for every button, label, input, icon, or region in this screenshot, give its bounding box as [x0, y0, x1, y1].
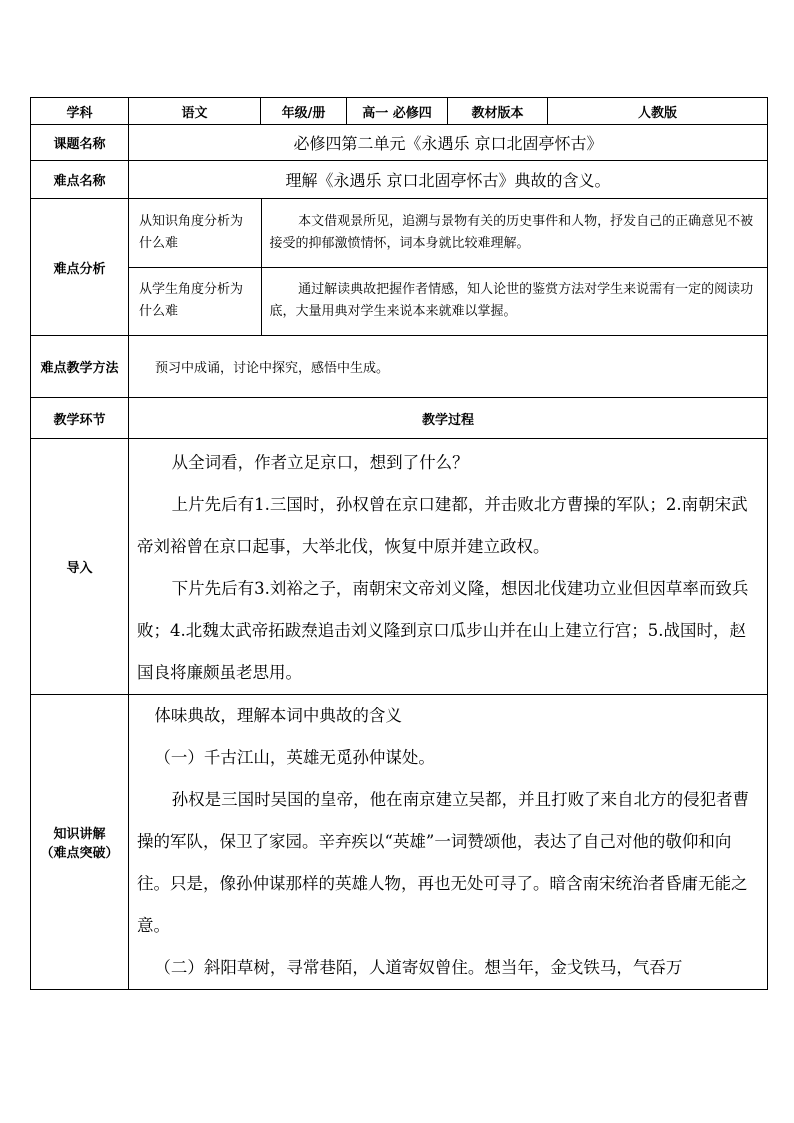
intro-label: 导入: [31, 439, 129, 695]
intro-row: [31, 439, 768, 695]
process-title: 教学过程: [129, 398, 768, 439]
intro-question: 从全词看，作者立足京口，想到了什么？: [171, 453, 469, 472]
grade-value: 高一 必修四: [347, 98, 448, 125]
difficulty-row: [31, 161, 768, 199]
subject-value: 语文: [129, 98, 261, 125]
lesson-value: 必修四第二单元《永遇乐 京口北固亭怀古》: [129, 125, 768, 161]
analysis-subtable: [129, 199, 767, 335]
textbook-label: 教材版本: [448, 98, 548, 125]
intro-second-half: 下片先后有3.刘裕之子，南朝宋文帝刘义隆，想因北伐建功立业但因草率而致兵败；4.北魏太武帝拓跋焘追击刘义隆到京口瓜步山并在山上建立行宫；5.战国时，赵国良将廉颇虽老思用。: [137, 579, 749, 682]
analysis-label: 难点分析: [31, 199, 129, 336]
knowledge-intro: 体味典故，理解本词中典故的含义: [154, 706, 402, 725]
difficulty-value: 理解《永遇乐 京口北固亭怀古》典故的含义。: [129, 161, 768, 199]
knowledge-label: [31, 695, 129, 990]
lesson-plan-page: [30, 97, 767, 998]
student-angle-text: 通过解读典故把握作者情感，知人论世的鉴赏方法对学生来说需有一定的阅读功底，大量用典对学生来说本来就难以掌握。: [261, 267, 767, 335]
method-label: 难点教学方法: [31, 336, 129, 398]
knowledge-angle-label: 从知识角度分析为什么难: [129, 199, 261, 267]
lesson-label: 课题名称: [31, 125, 129, 161]
subject-label: 学科: [31, 98, 129, 125]
process-header-row: [31, 398, 768, 439]
header-row: [31, 98, 768, 125]
allusion-2-heading: （二）斜阳草树，寻常巷陌，人道寄奴曾住。想当年，金戈铁马，气吞万: [154, 958, 683, 977]
lesson-row: [31, 125, 768, 161]
textbook-value: 人教版: [548, 98, 768, 125]
knowledge-row: [31, 695, 768, 990]
allusion-1-heading: （一）千古江山，英雄无觅孙仲谋处。: [154, 748, 435, 767]
knowledge-label-line2: （难点突破）: [40, 846, 119, 861]
student-angle-label: 从学生角度分析为什么难: [129, 267, 261, 335]
grade-label: 年级/册: [261, 98, 347, 125]
lesson-plan-table: [30, 97, 768, 990]
analysis-row: [31, 199, 768, 336]
process-phase-label: 教学环节: [31, 398, 129, 439]
method-value: 预习中成诵，讨论中探究，感悟中生成。: [129, 336, 768, 398]
difficulty-label: 难点名称: [31, 161, 129, 199]
method-row: [31, 336, 768, 398]
knowledge-angle-text: 本文借观景所见，追溯与景物有关的历史事件和人物，抒发自己的正确意见不被接受的抑郁激愤情怀，词本身就比较难理解。: [261, 199, 767, 267]
allusion-1-explanation: 孙权是三国时吴国的皇帝，他在南京建立吴都，并且打败了来自北方的侵犯者曹操的军队，保卫了家园。辛弃疾以“英雄”一词赞颂他，表达了自己对他的敬仰和向往。只是，像孙仲谋那样的英雄人物，再也无处可寻了。暗含南宋统治者昏庸无能之意。: [137, 790, 750, 935]
knowledge-label-line1: 知识讲解: [53, 827, 106, 842]
intro-first-half: 上片先后有1.三国时，孙权曾在京口建都，并击败北方曹操的军队；2.南朝宋武帝刘裕曾在京口起事，大举北伐，恢复中原并建立政权。: [137, 495, 748, 556]
